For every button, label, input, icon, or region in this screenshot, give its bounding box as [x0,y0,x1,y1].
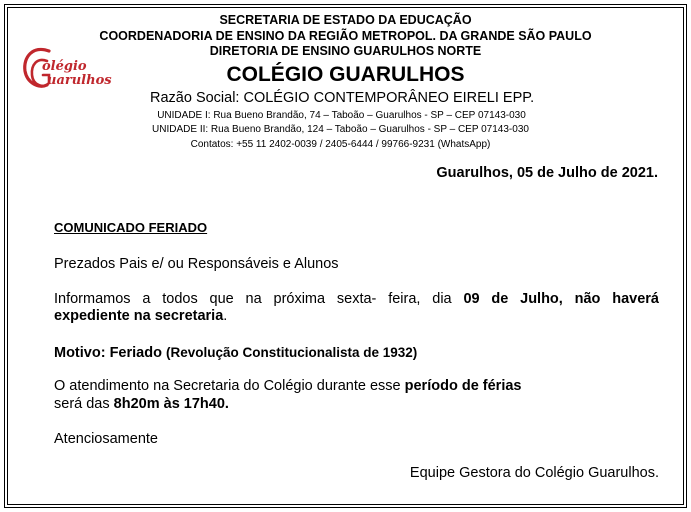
paragraph-info-text: Informamos a todos que na próxima sexta- feira, dia [54,291,464,307]
greeting: Prezados Pais e/ ou Responsáveis e Alunos [54,256,339,272]
razao-social: Razão Social: COLÉGIO CONTEMPORÂNEO EIRELI EPP. [150,90,535,106]
atendimento-line1 [54,377,659,395]
closing-regards: Atenciosamente [54,431,158,447]
header-secretaria: SECRETARIA DE ESTADO DA EDUCAÇÃO [219,13,472,27]
paragraph-info-expediente: expediente na secretaria [54,308,224,324]
contacts: Contatos: +55 11 2402-0039 / 2405-6444 / 99766-9231 (WhatsApp) [190,139,491,150]
paragraph-info-line2 [54,307,659,325]
atendimento-line2 [54,395,659,413]
paragraph-info-date: 09 de Julho, não haverá [463,291,659,307]
atendimento-periodo: período de férias [404,378,522,394]
atendimento-hours: 8h20m às 17h40. [113,396,229,412]
document-date: Guarulhos, 05 de Julho de 2021. [436,165,658,181]
motivo-label: Motivo: Feriado [54,345,166,361]
logo-text-colegio: olégio [42,59,87,74]
header-diretoria: DIRETORIA DE ENSINO GUARULHOS NORTE [209,44,482,58]
paragraph-info-line1 [54,290,659,308]
header-coordenadoria: COORDENADORIA DE ENSINO DA REGIÃO METROPOL. DA GRANDE SÃO PAULO [99,29,592,43]
motivo-line [54,344,659,362]
school-name: COLÉGIO GUARULHOS [226,63,465,86]
signature: Equipe Gestora do Colégio Guarulhos. [409,465,659,481]
logo-text-guarulhos: uarulhos [47,73,112,88]
address-unidade-1: UNIDADE I: Rua Bueno Brandão, 74 – Taboão – Guarulhos - SP – CEP 07143-030 [157,110,526,121]
address-unidade-2: UNIDADE II: Rua Bueno Brandão, 124 – Taboão – Guarulhos - SP – CEP 07143-030 [152,124,529,135]
atendimento-hours-label: será das [54,396,114,412]
motivo-reason: (Revolução Constitucionalista de 1932) [165,345,418,360]
paragraph-info-period: . [223,308,228,324]
atendimento-text: O atendimento na Secretaria do Colégio durante esse [54,378,405,394]
notice-title: COMUNICADO FERIADO [54,220,208,235]
